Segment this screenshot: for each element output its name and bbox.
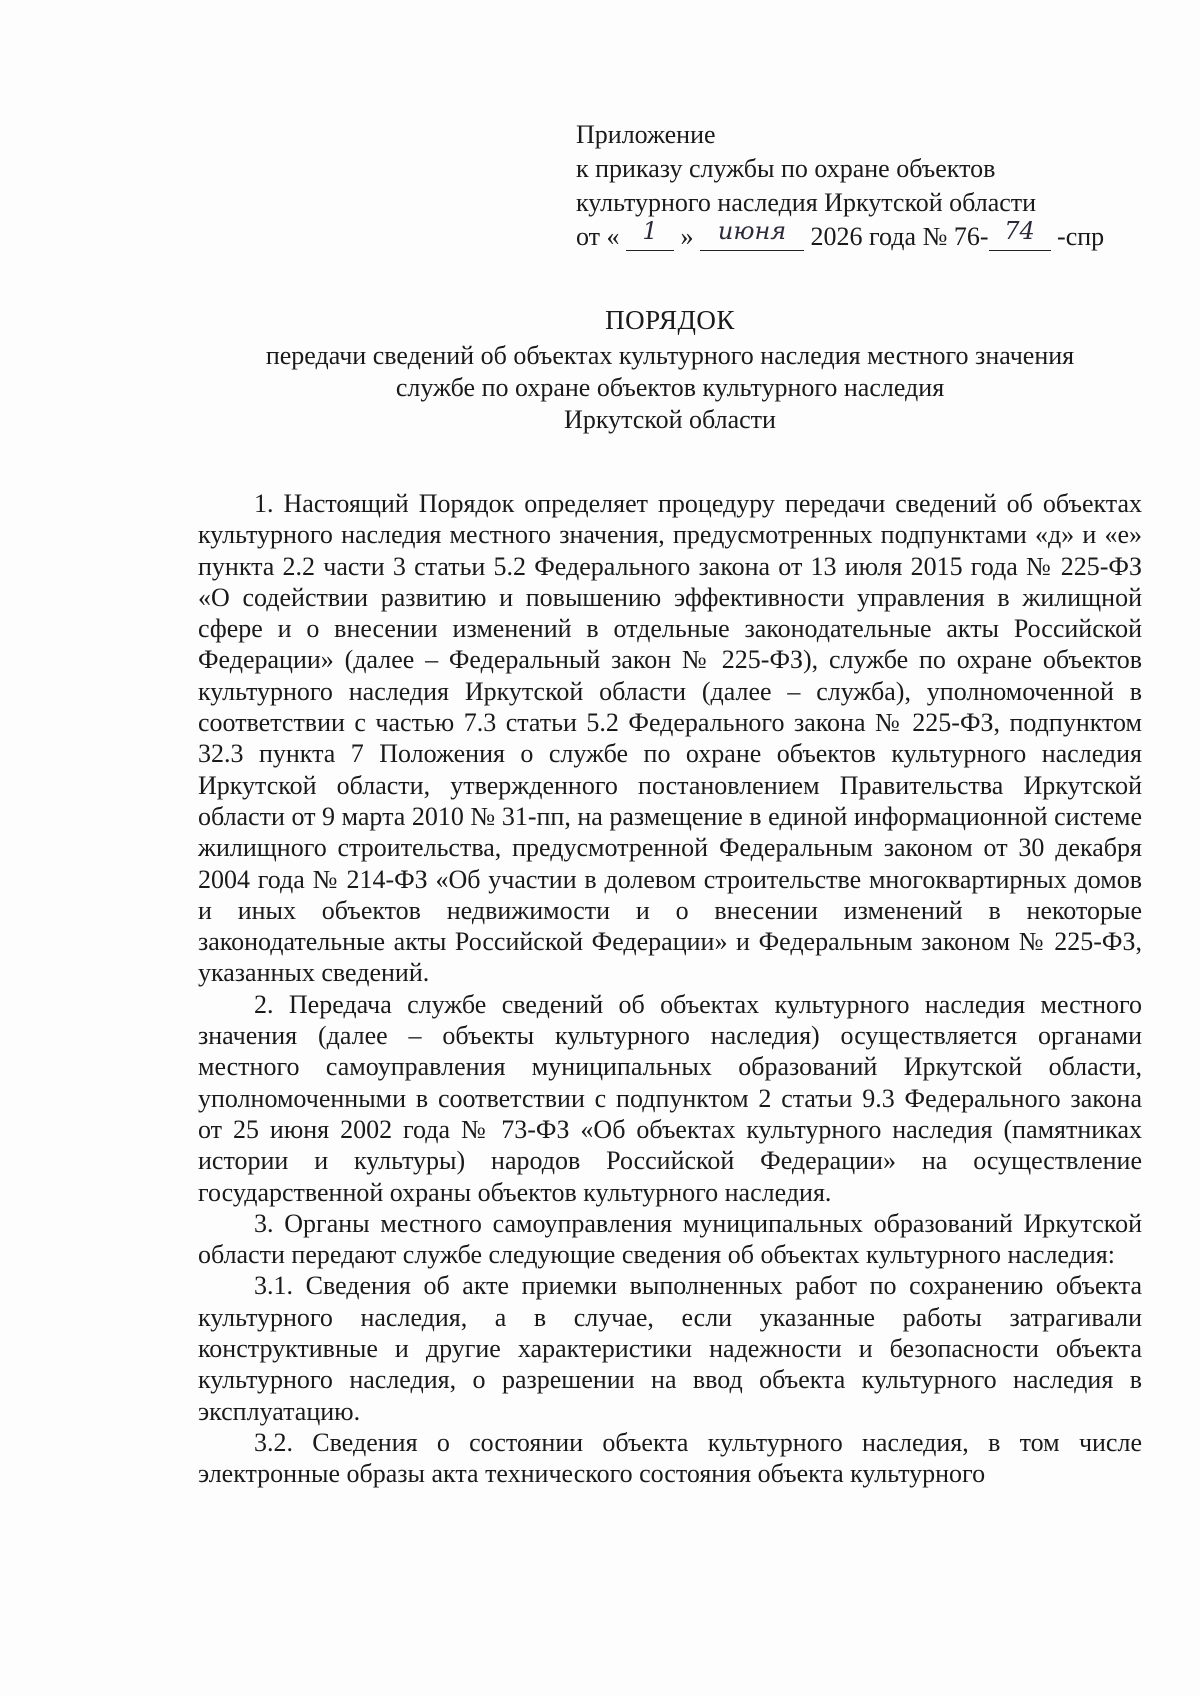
order-number-handwritten: 74 — [1004, 217, 1035, 245]
document-subtitle-line-3: Иркутской области — [564, 405, 776, 434]
document-title-block — [190, 302, 1150, 436]
appendix-header — [576, 118, 1136, 254]
paragraph-2: 2. Передача службе сведений об объектах культурного наследия местного значения (далее – объекты культурного наследия) осуществляется органами местного самоуправления муниципальных образований Иркутской области, уполномоченными в соответствии с подпунктом 2 статьи 9.3 Федерального закона от 25 июня 2002 года № 73-ФЗ «Об объектах культурного наследия (памятниках истории и культуры) народов Российской Федерации» на осуществление государственной охраны объектов культурного наследия. — [198, 989, 1142, 1207]
appendix-line-service: культурного наследия Иркутской области — [576, 188, 1037, 217]
paragraph-3-1: 3.1. Сведения об акте приемки выполненных работ по сохранению объекта культурного наследия, а в случае, если указанные работы затрагивали конструктивные и другие характеристики надежности и безопасности объекта культурного наследия, о разрешении на ввод объекта культурного наследия в эксплуатацию. — [198, 1271, 1142, 1426]
appendix-line-order: к приказу службы по охране объектов — [576, 154, 996, 183]
date-month-field — [700, 217, 804, 251]
document-title: ПОРЯДОК — [605, 305, 735, 335]
date-month-handwritten: июня — [717, 217, 787, 245]
date-day-field — [626, 217, 674, 251]
date-day-handwritten: 1 — [642, 217, 658, 245]
paragraph-3-2: 3.2. Сведения о состоянии объекта культурного наследия, в том числе электронные образы акта технического состояния объекта культурного — [198, 1427, 1142, 1489]
date-prefix: от « — [576, 222, 620, 251]
date-year: 2026 года № 76- — [810, 222, 989, 251]
document-subtitle-line-1: передачи сведений об объектах культурного наследия местного значения — [265, 341, 1075, 370]
order-number-field — [989, 217, 1051, 251]
appendix-date-line — [576, 217, 1136, 254]
document-body — [198, 488, 1142, 1490]
date-mid: » — [680, 222, 694, 251]
paragraph-3: 3. Органы местного самоуправления муниципальных образований Иркутской области передают службе следующие сведения об объектах культурного наследия: — [198, 1208, 1142, 1270]
paragraph-1: 1. Настоящий Порядок определяет процедуру передачи сведений об объектах культурного наследия местного значения, предусмотренных подпунктами «д» и «е» пункта 2.2 части 3 статьи 5.2 Федерального закона от 13 июля 2015 года № 225-ФЗ «О содействии развитию и повышению эффективности управления в жилищной сфере и о внесении изменений в отдельные законодательные акты Российской Федерации» (далее – Федеральный закон № 225-ФЗ), службе по охране объектов культурного наследия Иркутской области (далее – служба), уполномоченной в соответствии с частью 7.3 статьи 5.2 Федерального закона № 225-ФЗ, подпунктом 32.3 пункта 7 Положения о службе по охране объектов культурного наследия Иркутской области, утвержденного постановлением Правительства Иркутской области от 9 марта 2010 № 31-пп, на размещение в единой информационной системе жилищного строительства, предусмотренной Федеральным законом от 30 декабря 2004 года № 214-ФЗ «Об участии в долевом строительстве многоквартирных домов и иных объектов недвижимости и о внесении изменений в некоторые законодательные акты Российской Федерации» и Федеральным законом № 225-ФЗ, указанных сведений. — [198, 489, 1142, 988]
order-suffix: -спр — [1057, 222, 1105, 251]
appendix-title: Приложение — [576, 120, 716, 149]
document-subtitle-line-2: службе по охране объектов культурного наследия — [395, 373, 945, 402]
